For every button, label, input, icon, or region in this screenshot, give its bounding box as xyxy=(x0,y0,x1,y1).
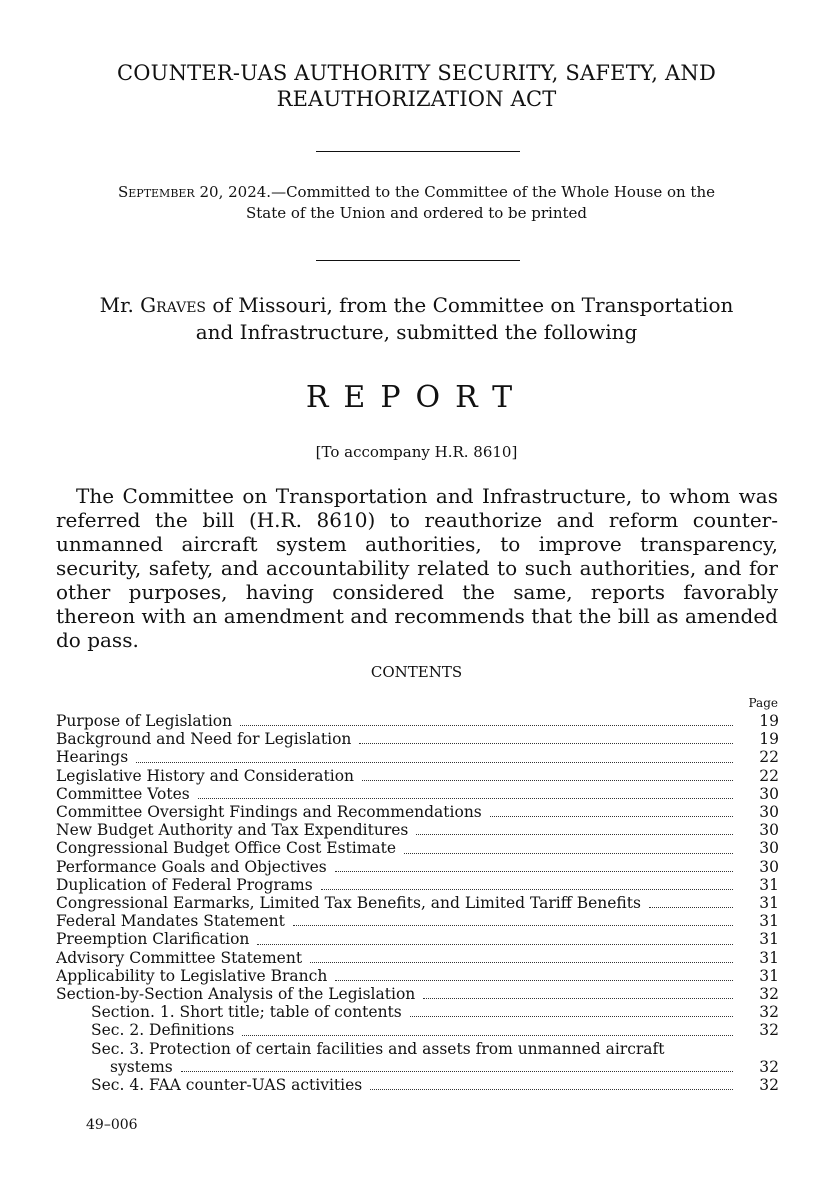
toc-entry xyxy=(56,894,779,912)
toc-entry-title: Section. 1. Short title; table of contents xyxy=(91,1003,402,1022)
toc-entry-page: 22 xyxy=(759,748,779,767)
toc-entry xyxy=(56,1021,779,1039)
submitter-name: Graves xyxy=(140,293,207,317)
toc-leader-dots xyxy=(423,997,733,999)
toc-leader-dots xyxy=(370,1088,733,1090)
toc-entry xyxy=(56,803,779,821)
toc-entry-title: Purpose of Legislation xyxy=(56,712,233,730)
toc-entry-page: 32 xyxy=(759,1057,779,1076)
toc-entry xyxy=(56,730,779,748)
toc-leader-dots xyxy=(649,906,733,908)
submitted-by xyxy=(60,292,773,346)
toc-entry xyxy=(56,767,779,785)
toc-entry-title: Committee Oversight Findings and Recommendations xyxy=(56,803,482,822)
toc-leader-dots xyxy=(321,888,733,890)
toc-entry-page: 32 xyxy=(759,1076,779,1095)
toc-entry-page: 32 xyxy=(759,1021,779,1040)
toc-entry xyxy=(56,985,779,1003)
toc-entry-title: Congressional Budget Office Cost Estimate xyxy=(56,839,397,858)
toc-entry xyxy=(56,949,779,967)
toc-entry-title: Congressional Earmarks, Limited Tax Benefits, and Limited Tariff Benefits xyxy=(56,894,641,913)
toc-entry xyxy=(56,876,779,894)
toc-leader-dots xyxy=(240,724,733,726)
toc-entry-page: 31 xyxy=(759,930,779,949)
toc-entry-title: Applicability to Legislative Branch xyxy=(56,966,328,985)
toc-entry xyxy=(56,912,779,930)
toc-entry xyxy=(56,1003,779,1021)
document-code: 49–006 xyxy=(86,1117,138,1133)
toc-entry-title: Sec. 3. Protection of certain facilities and assets from unmanned aircraft xyxy=(91,1039,665,1058)
toc-leader-dots xyxy=(490,815,733,817)
title-line-2: REAUTHORIZATION ACT xyxy=(276,87,557,111)
toc-entry-page: 30 xyxy=(759,839,779,858)
toc-entry-title: Section-by-Section Analysis of the Legislation xyxy=(56,985,416,1004)
toc-entry-title: Sec. 4. FAA counter-UAS activities xyxy=(91,1076,363,1095)
toc-leader-dots xyxy=(136,761,733,763)
toc-entry-page: 19 xyxy=(759,712,779,730)
toc-entry-title: New Budget Authority and Tax Expenditures xyxy=(56,821,409,840)
toc-entry xyxy=(56,748,779,766)
accompany-note: [To accompany H.R. 8610] xyxy=(315,443,518,461)
toc-entry-title-continued: systems xyxy=(110,1057,173,1076)
toc-entry-title: Hearings xyxy=(56,748,129,767)
toc-entry xyxy=(56,839,779,857)
toc-entry-page: 30 xyxy=(759,857,779,876)
toc-entry xyxy=(56,1040,779,1076)
toc-leader-dots xyxy=(242,1034,733,1036)
toc-entry-title: Preemption Clarification xyxy=(56,930,250,949)
page-column-heading: Page xyxy=(748,696,778,710)
toc-leader-dots xyxy=(404,852,733,854)
toc-entry xyxy=(56,1076,779,1094)
committed-text-1: .—Committed to the Committee of the Whole House on the xyxy=(266,183,715,201)
toc-entry-page: 31 xyxy=(759,966,779,985)
toc-entry-page: 31 xyxy=(759,948,779,967)
toc-leader-dots xyxy=(310,961,733,963)
toc-entry-page: 30 xyxy=(759,803,779,822)
toc-entry-title: Legislative History and Consideration xyxy=(56,766,355,785)
submitted-prefix: Mr. xyxy=(99,293,141,317)
toc-entry-page: 31 xyxy=(759,894,779,913)
body-paragraph xyxy=(56,484,778,652)
toc-entry-page: 31 xyxy=(759,875,779,894)
submitted-line-1: of Missouri, from the Committee on Transportation xyxy=(206,293,734,317)
toc-entry-page: 30 xyxy=(759,784,779,803)
toc-entry-title: Performance Goals and Objectives xyxy=(56,857,327,876)
toc-entry-page: 19 xyxy=(759,730,779,749)
toc-entry-page: 32 xyxy=(759,985,779,1004)
toc-entry-page: 31 xyxy=(759,912,779,931)
toc-leader-dots xyxy=(198,797,733,799)
report-heading: REPORT xyxy=(305,380,528,415)
toc-entry-title: Federal Mandates Statement xyxy=(56,912,285,931)
submitted-line-2: and Infrastructure, submitted the following xyxy=(195,320,638,344)
toc-entry-title: Background and Need for Legislation xyxy=(56,730,352,749)
toc-entry xyxy=(56,712,779,730)
toc-leader-dots xyxy=(362,779,733,781)
toc-leader-dots xyxy=(410,1015,733,1017)
toc-entry-title: Advisory Committee Statement xyxy=(56,948,303,967)
committed-text-2: State of the Union and ordered to be printed xyxy=(245,204,588,222)
toc-leader-dots xyxy=(181,1070,733,1072)
toc-leader-dots xyxy=(359,742,733,744)
committed-date: September 20, 2024 xyxy=(117,183,267,201)
toc-leader-dots xyxy=(335,979,733,981)
toc-entry xyxy=(56,930,779,948)
toc-entry-page: 32 xyxy=(759,1003,779,1022)
title-line-1: COUNTER-UAS AUTHORITY SECURITY, SAFETY, AND xyxy=(117,61,716,85)
committed-notice xyxy=(60,182,773,224)
divider-rule xyxy=(316,151,520,152)
divider-rule xyxy=(316,260,520,261)
toc-entry-page: 30 xyxy=(759,821,779,840)
toc-entry xyxy=(56,785,779,803)
table-of-contents xyxy=(56,712,779,1094)
document-title xyxy=(60,60,773,112)
toc-entry-title: Sec. 2. Definitions xyxy=(91,1021,235,1040)
toc-entry-title: Committee Votes xyxy=(56,784,190,803)
toc-leader-dots xyxy=(293,924,733,926)
toc-entry xyxy=(56,858,779,876)
toc-entry-page: 22 xyxy=(759,766,779,785)
toc-entry-title: Duplication of Federal Programs xyxy=(56,875,313,894)
toc-leader-dots xyxy=(335,870,733,872)
toc-entry xyxy=(56,821,779,839)
toc-leader-dots xyxy=(257,943,733,945)
body-text: The Committee on Transportation and Infrastructure, to whom was referred the bill (H.R. 8610) to reauthorize and reform counter-unmanned aircraft system authorities, to improve transparency, security, safety, and accountability related to such authorities, and for other purposes, having considered the same, reports favorably thereon with an amendment and recommends that the bill as amended do pass. xyxy=(56,484,778,652)
contents-heading: CONTENTS xyxy=(370,663,463,681)
toc-entry xyxy=(56,967,779,985)
toc-leader-dots xyxy=(416,833,733,835)
